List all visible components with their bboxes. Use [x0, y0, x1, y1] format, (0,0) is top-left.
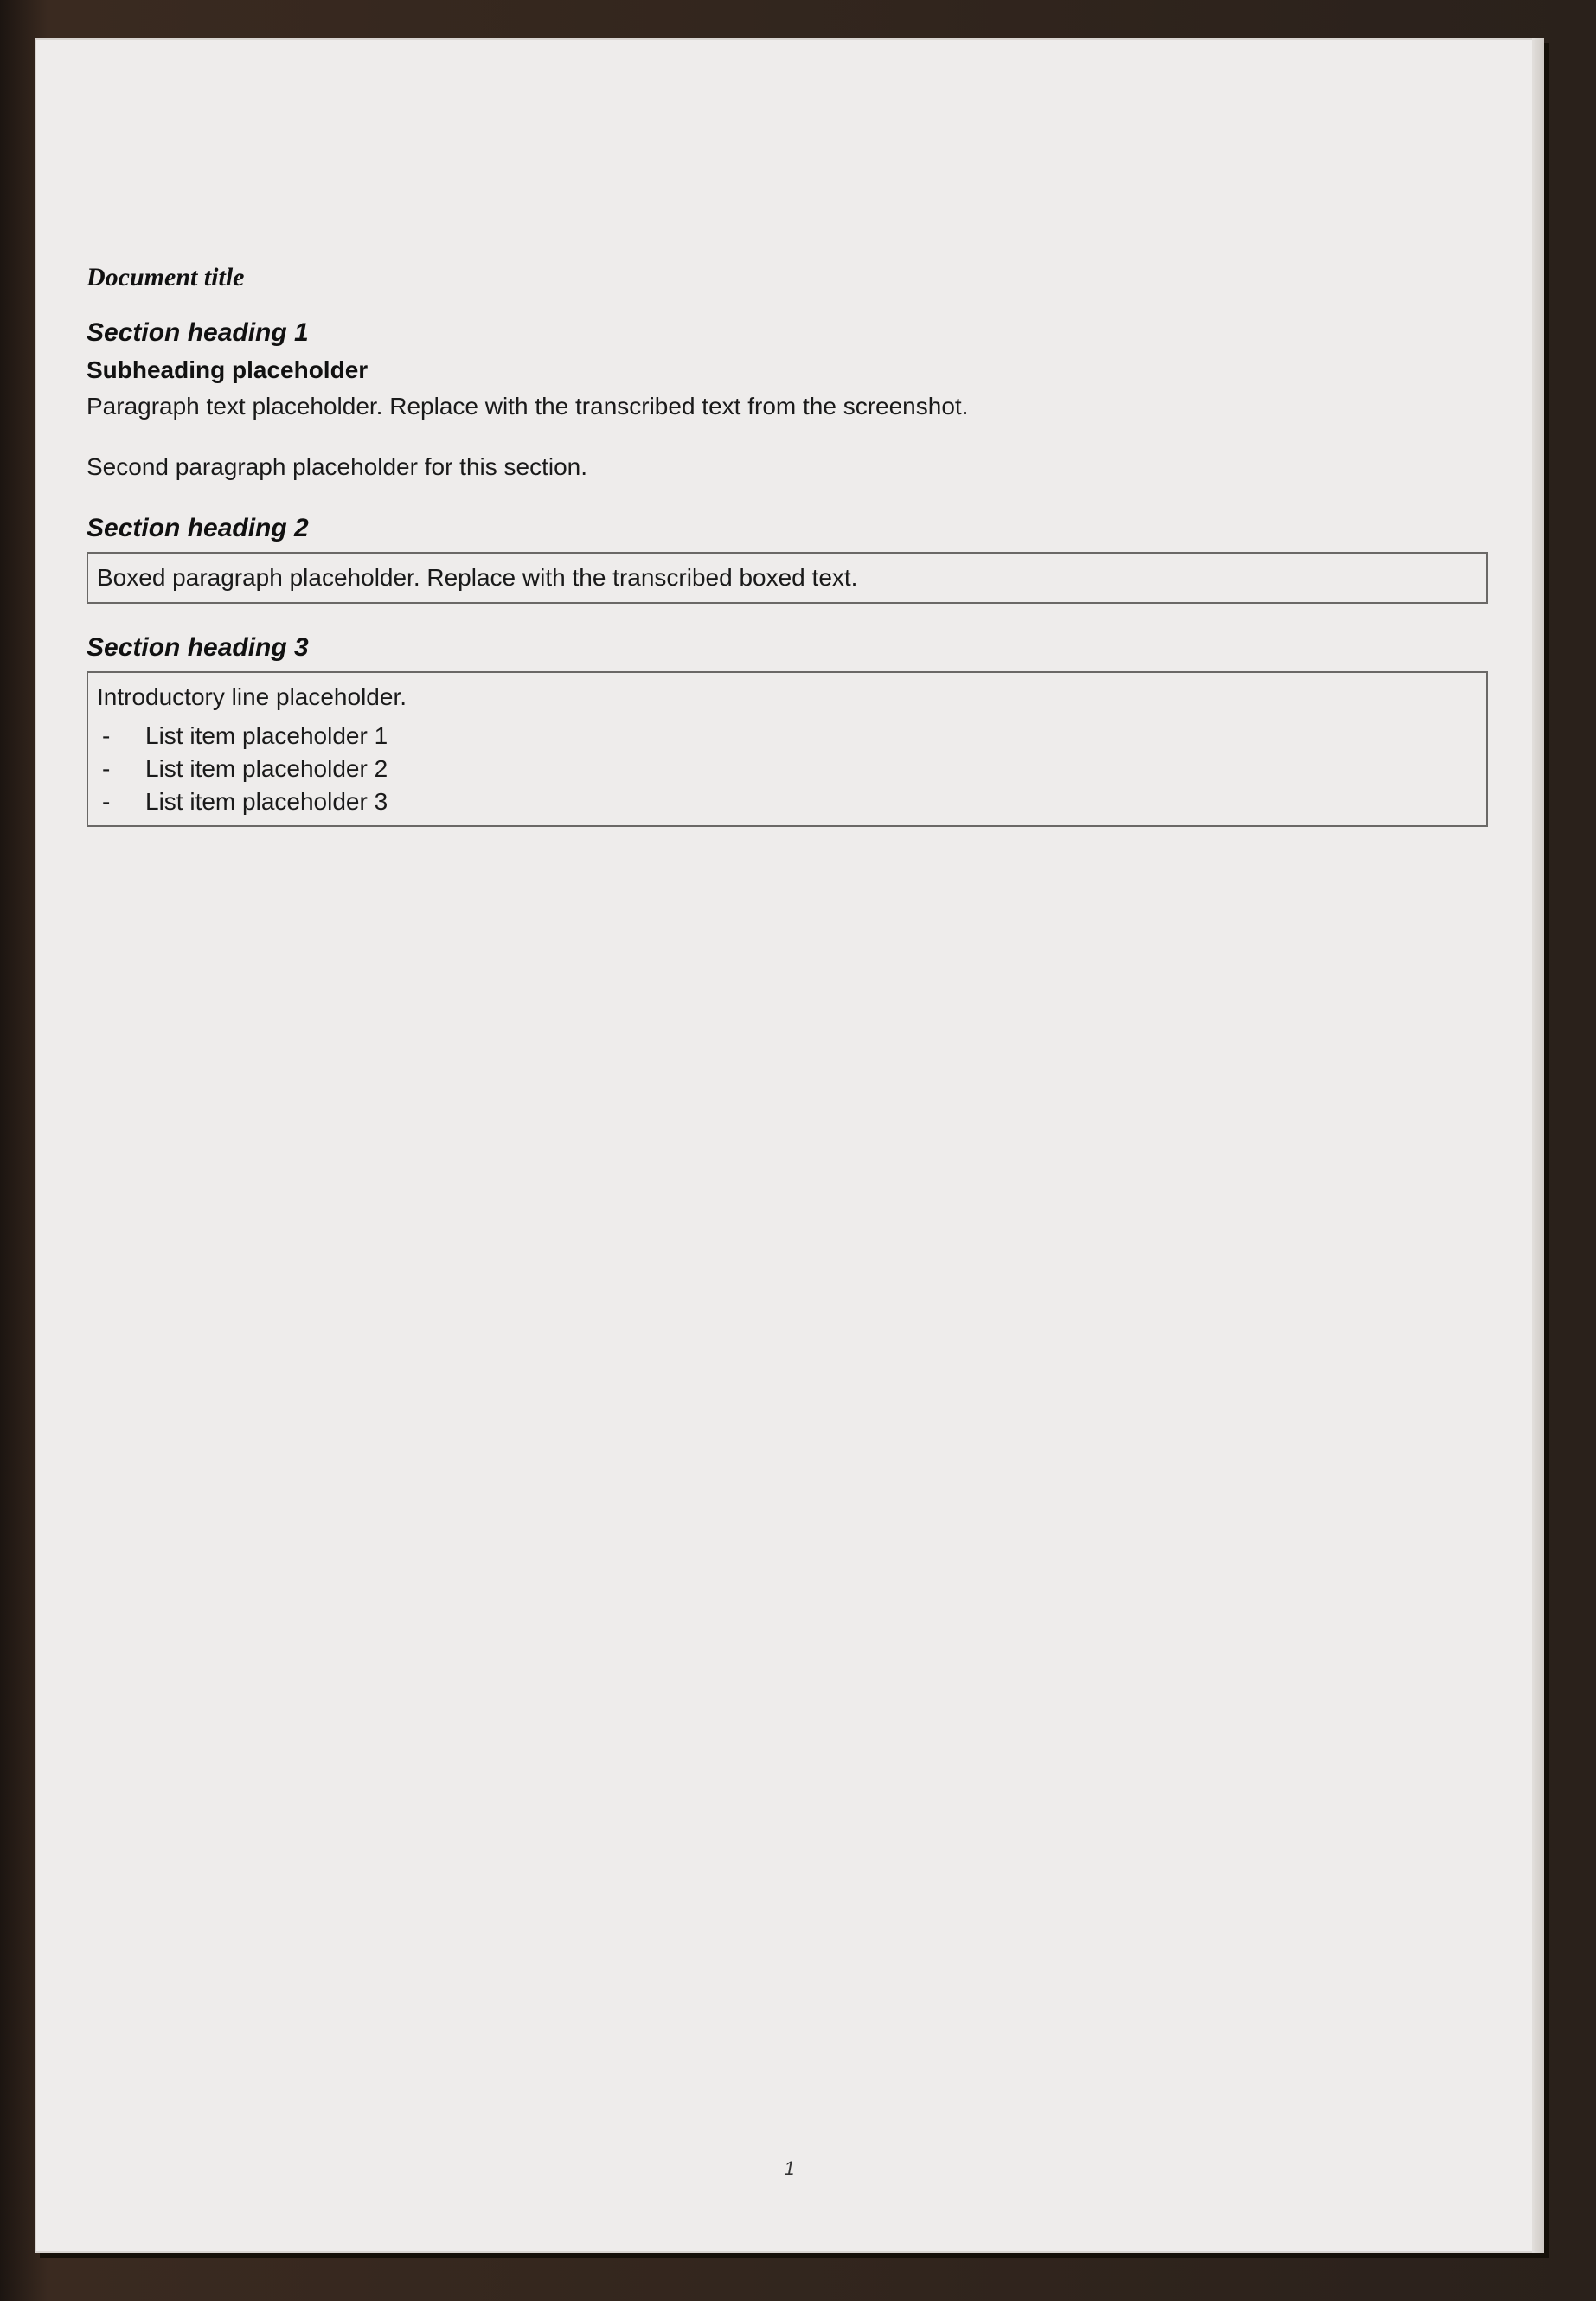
list-item: - List item placeholder 1	[97, 720, 1477, 753]
section-heading: Section heading 3	[87, 633, 309, 662]
section-heading: Section heading 1	[87, 318, 309, 347]
section	[87, 633, 1488, 827]
list-item: - List item placeholder 3	[97, 785, 1477, 818]
list-item: - List item placeholder 2	[97, 753, 1477, 785]
section-heading: Section heading 2	[87, 514, 309, 542]
boxed-text	[87, 552, 1488, 604]
document-page	[35, 38, 1544, 2253]
sections-container	[87, 318, 1488, 827]
page-content	[87, 263, 1488, 856]
paragraph: Second paragraph placeholder for this section.	[87, 453, 588, 480]
page-number: 1	[784, 2157, 795, 2179]
document-title: Document title	[87, 263, 245, 292]
boxed-text	[87, 671, 1488, 827]
section-subheading: Subheading placeholder	[87, 356, 369, 383]
paragraph: Boxed paragraph placeholder. Replace with the transcribed boxed text.	[97, 564, 858, 591]
bullet-list	[97, 720, 1477, 818]
section	[87, 514, 1488, 604]
paragraph: Paragraph text placeholder. Replace with the transcribed text from the screenshot.	[87, 393, 969, 420]
paragraph: Introductory line placeholder.	[97, 683, 407, 710]
section	[87, 318, 1488, 484]
